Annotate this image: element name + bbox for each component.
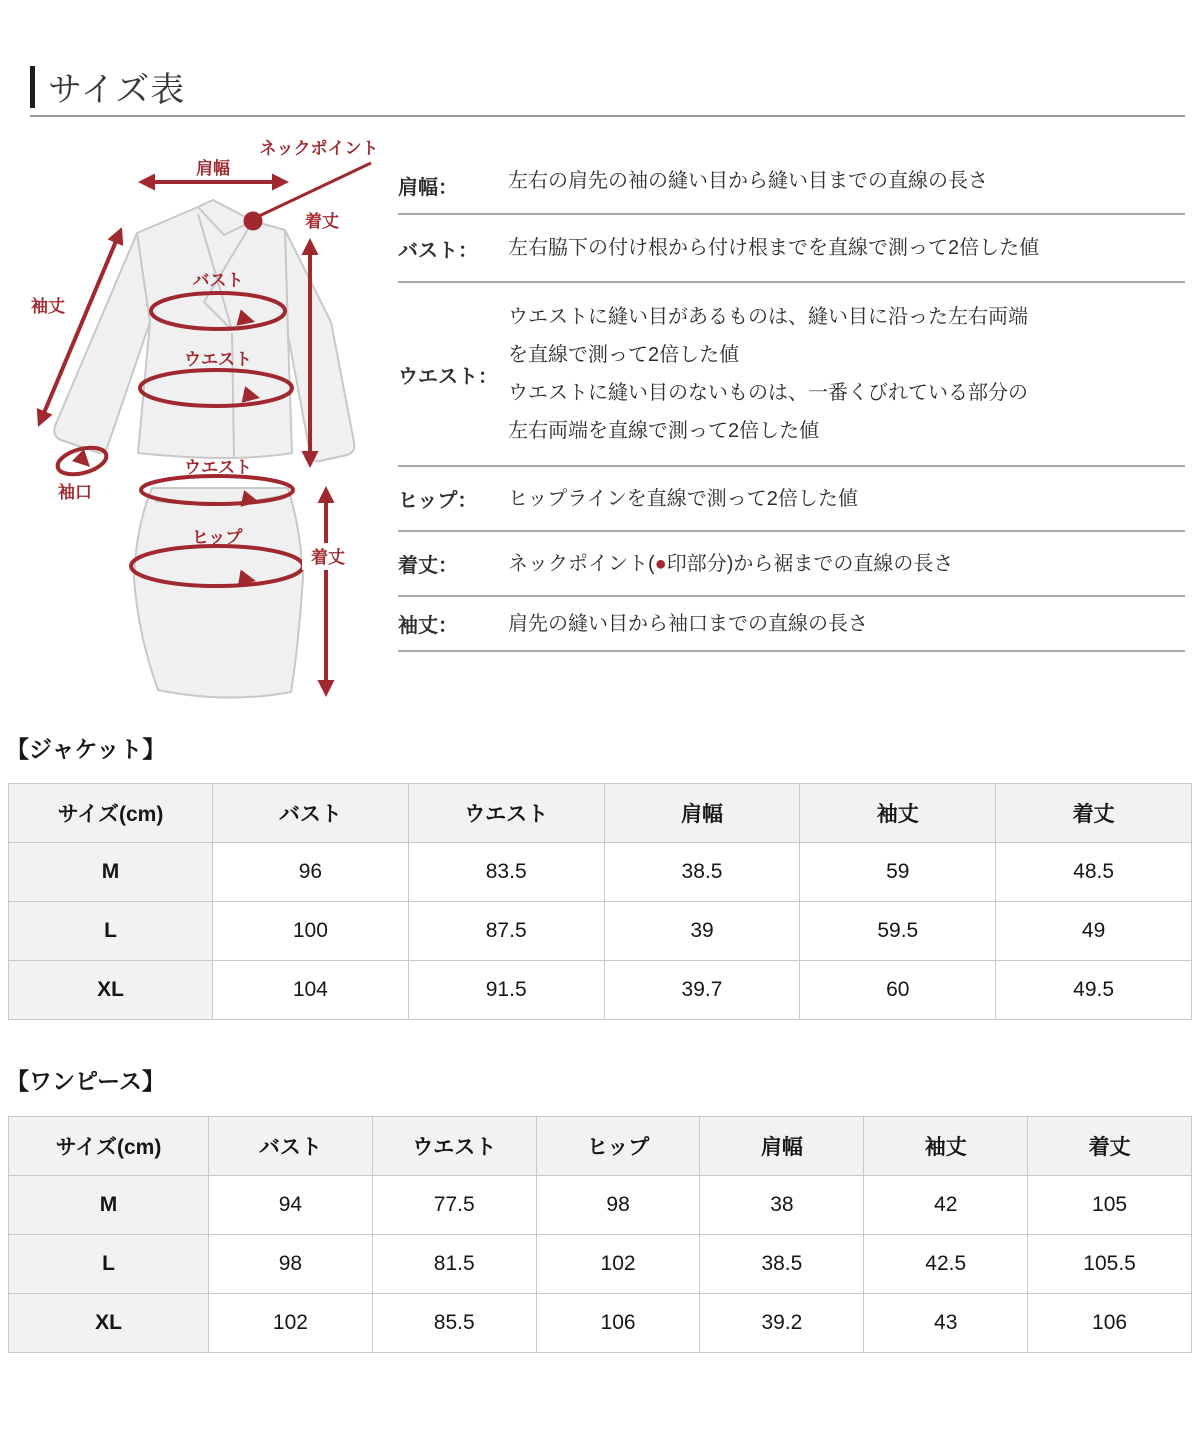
size-label: XL xyxy=(9,961,213,1020)
table-row xyxy=(9,961,1192,1020)
page-title: サイズ表 xyxy=(48,71,186,109)
measurement-value: 38.5 xyxy=(700,1235,864,1294)
measurement-value: 106 xyxy=(1028,1294,1192,1353)
definition-term: 袖丈： xyxy=(398,615,458,637)
definition-text-prefix: ネックポイント( xyxy=(508,552,655,575)
definition-row xyxy=(398,117,1185,215)
definition-row xyxy=(398,283,1185,467)
definition-line: を直線で測って2倍した値 xyxy=(508,344,740,366)
neck-point-leader-line xyxy=(257,163,371,217)
measurement-value: 100 xyxy=(213,902,409,961)
measurement-value: 106 xyxy=(536,1294,700,1353)
measurement-value: 81.5 xyxy=(372,1235,536,1294)
measurement-value: 42.5 xyxy=(864,1235,1028,1294)
measurement-diagram xyxy=(8,130,388,730)
definition-row xyxy=(398,215,1185,283)
measurement-value: 39.2 xyxy=(700,1294,864,1353)
column-header: ウエスト xyxy=(372,1117,536,1176)
measurement-value: 83.5 xyxy=(408,843,604,902)
diagram-label-sleeve-length: 袖丈 xyxy=(31,297,65,316)
measurement-value: 102 xyxy=(209,1294,373,1353)
measurement-value: 59 xyxy=(800,843,996,902)
measurement-value: 39.7 xyxy=(604,961,800,1020)
column-header: 肩幅 xyxy=(604,784,800,843)
definition-description xyxy=(508,298,1185,450)
measurement-definitions xyxy=(398,117,1185,652)
definition-line: 左右両端を直線で測って2倍した値 xyxy=(508,420,820,442)
definition-line: ウエストに縫い目のないものは、一番くびれている部分の xyxy=(508,382,1028,404)
jacket-left-sleeve xyxy=(54,233,150,453)
definition-description: 左右脇下の付け根から付け根までを直線で測って2倍した値 xyxy=(508,237,1040,259)
measurement-value: 59.5 xyxy=(800,902,996,961)
column-header: 肩幅 xyxy=(700,1117,864,1176)
measurement-value: 49 xyxy=(996,902,1192,961)
definition-row xyxy=(398,597,1185,652)
column-header: バスト xyxy=(209,1117,373,1176)
size-label: L xyxy=(9,1235,209,1294)
definition-description: ヒップラインを直線で測って2倍した値 xyxy=(508,487,858,510)
definition-term: 着丈： xyxy=(398,555,458,577)
table-row xyxy=(9,1235,1192,1294)
column-header: 袖丈 xyxy=(864,1117,1028,1176)
diagram-label-cuff: 袖口 xyxy=(58,483,92,502)
definition-text-suffix: 印部分)から裾までの直線の長さ xyxy=(666,552,954,575)
size-label: M xyxy=(9,843,213,902)
diagram-label-hip: ヒップ xyxy=(191,528,243,547)
size-label: XL xyxy=(9,1294,209,1353)
diagram-label-bust: バスト xyxy=(192,271,244,290)
measurement-value: 105 xyxy=(1028,1176,1192,1235)
table-row xyxy=(9,843,1192,902)
size-label: M xyxy=(9,1176,209,1235)
measurement-value: 96 xyxy=(213,843,409,902)
measurement-value: 94 xyxy=(209,1176,373,1235)
onepiece-size-table xyxy=(8,1116,1192,1353)
diagram-label-jacket-waist: ウエスト xyxy=(184,350,252,369)
definition-term: バスト： xyxy=(398,239,478,262)
table-row xyxy=(9,1176,1192,1235)
measurement-value: 39 xyxy=(604,902,800,961)
column-header: バスト xyxy=(213,784,409,843)
jacket-size-table xyxy=(8,783,1192,1020)
diagram-label-skirt-length: 着丈 xyxy=(311,548,345,567)
column-header: ウエスト xyxy=(408,784,604,843)
definition-description: 肩先の縫い目から袖口までの直線の長さ xyxy=(508,612,868,635)
definition-row xyxy=(398,467,1185,532)
measurement-value: 43 xyxy=(864,1294,1028,1353)
onepiece-section-title: 【ワンピース】 xyxy=(6,1068,165,1094)
diagram-label-skirt-waist: ウエスト xyxy=(184,458,252,477)
definition-term: ウエスト： xyxy=(398,365,498,388)
size-label: L xyxy=(9,902,213,961)
diagram-label-neck-point: ネックポイント xyxy=(259,139,379,158)
table-row xyxy=(9,1294,1192,1353)
measurement-value: 38.5 xyxy=(604,843,800,902)
column-header: サイズ(cm) xyxy=(9,1117,209,1176)
measurement-value: 60 xyxy=(800,961,996,1020)
neck-point-dot-icon xyxy=(244,212,263,231)
measurement-value: 48.5 xyxy=(996,843,1192,902)
column-header: サイズ(cm) xyxy=(9,784,213,843)
measurement-value: 49.5 xyxy=(996,961,1192,1020)
measurement-value: 38 xyxy=(700,1176,864,1235)
definition-row xyxy=(398,532,1185,597)
column-header: 袖丈 xyxy=(800,784,996,843)
definition-term: ヒップ： xyxy=(398,490,478,512)
column-header: 着丈 xyxy=(1028,1117,1192,1176)
measurement-value: 91.5 xyxy=(408,961,604,1020)
column-header: ヒップ xyxy=(536,1117,700,1176)
measurement-value: 98 xyxy=(209,1235,373,1294)
definition-description: 左右の肩先の袖の縫い目から縫い目までの直線の長さ xyxy=(508,170,988,192)
measurement-value: 77.5 xyxy=(372,1176,536,1235)
skirt-body xyxy=(134,488,303,698)
definition-line: ウエストに縫い目があるものは、縫い目に沿った左右両端 xyxy=(508,306,1028,328)
neck-point-dot-glyph: ● xyxy=(654,552,667,575)
jacket-section-title: 【ジャケット】 xyxy=(6,736,166,762)
table-header-row xyxy=(9,784,1192,843)
measurement-value: 87.5 xyxy=(408,902,604,961)
definition-description xyxy=(508,545,1185,583)
table-row xyxy=(9,902,1192,961)
title-accent-bar xyxy=(30,66,35,108)
column-header: 着丈 xyxy=(996,784,1192,843)
jacket-right-sleeve xyxy=(285,230,354,461)
page-header xyxy=(30,62,185,111)
measurement-value: 98 xyxy=(536,1176,700,1235)
measurement-value: 104 xyxy=(213,961,409,1020)
definition-term: 肩幅： xyxy=(398,177,458,199)
diagram-label-shoulder-width: 肩幅 xyxy=(196,159,230,178)
table-header-row xyxy=(9,1117,1192,1176)
measurement-value: 85.5 xyxy=(372,1294,536,1353)
measurement-value: 102 xyxy=(536,1235,700,1294)
measurement-value: 42 xyxy=(864,1176,1028,1235)
diagram-label-jacket-length: 着丈 xyxy=(305,212,339,231)
measurement-value: 105.5 xyxy=(1028,1235,1192,1294)
